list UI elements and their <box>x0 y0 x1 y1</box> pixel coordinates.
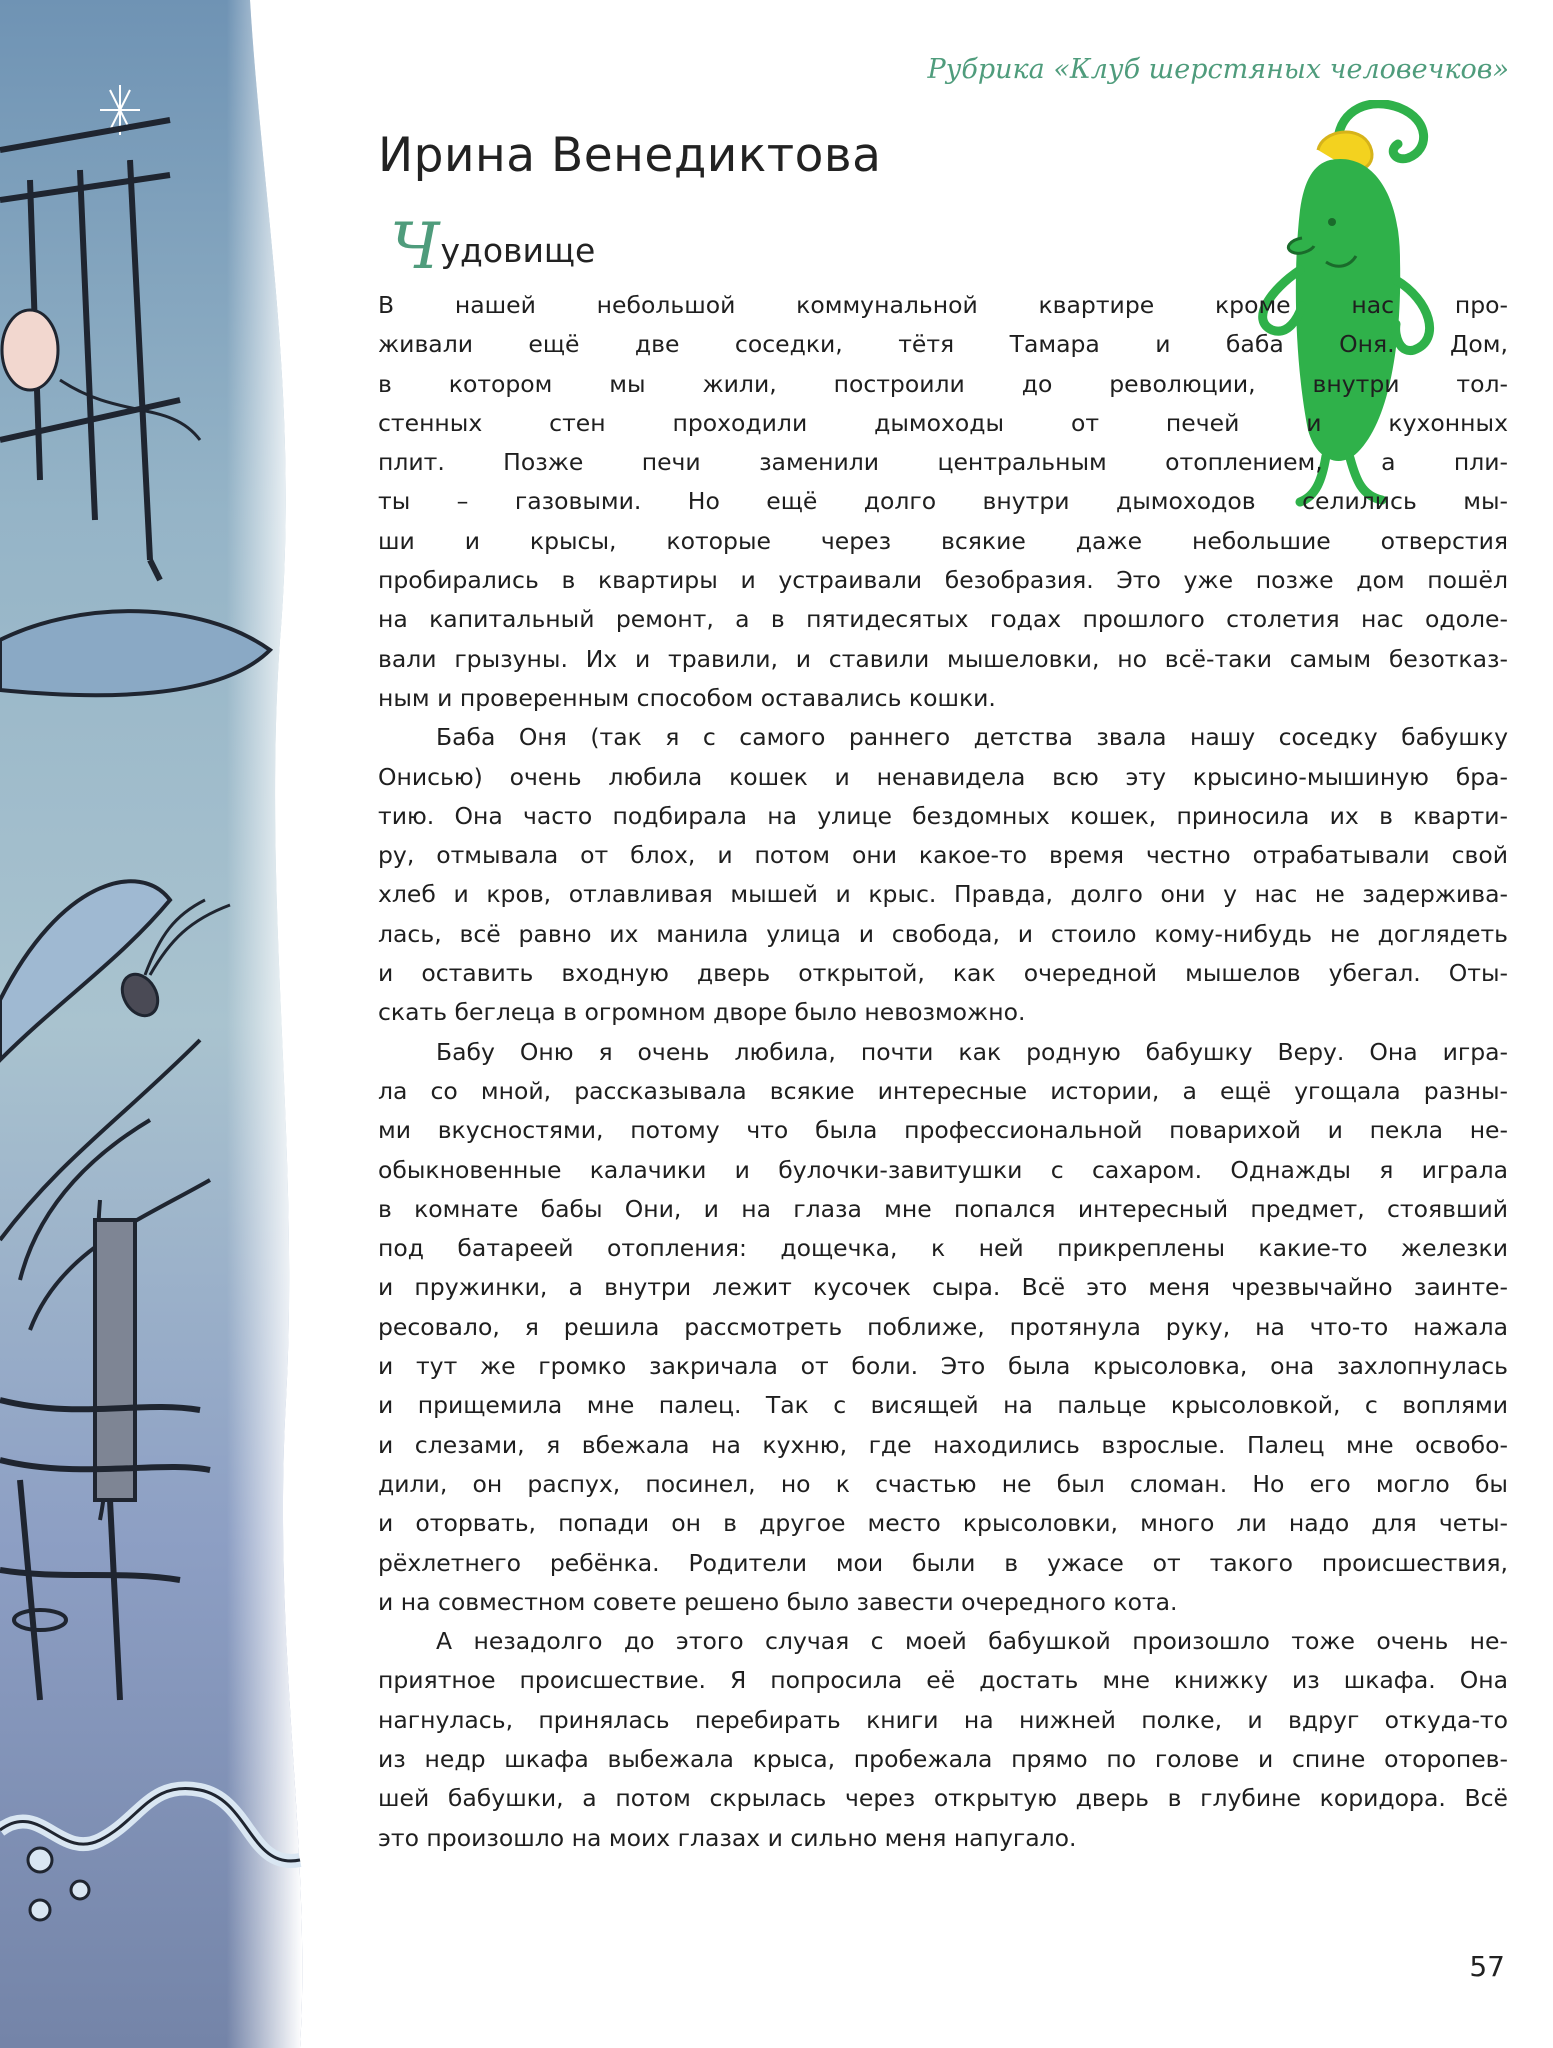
text-line: скать беглеца в огромном дворе было невозможно. <box>378 998 1026 1027</box>
title-rest: удовище <box>440 231 596 270</box>
text-line: на капитальный ремонт, а в пятидесятых годах прошлого столетия нас одоле- <box>378 605 1508 634</box>
story-body <box>378 286 1508 1858</box>
text-line: Баба Оня (так я с самого раннего детства звала нашу соседку бабушку <box>436 723 1508 752</box>
text-line: плит. Позже печи заменили центральным отоплением, а пли- <box>378 448 1508 477</box>
text-line: и слезами, я вбежала на кухню, где находились взрослые. Палец мне освобо- <box>378 1430 1508 1459</box>
text-line: из недр шкафа выбежала крыса, пробежала прямо по голове и спине оторопев- <box>378 1744 1508 1773</box>
text-line: ным и проверенным способом оставались кошки. <box>378 683 996 712</box>
text-line: и прищемила мне палец. Так с висящей на пальце крысоловкой, с воплями <box>378 1391 1508 1420</box>
text-line: и тут же громко закричала от боли. Это была крысоловка, она захлопнулась <box>378 1352 1508 1381</box>
text-line: шей бабушки, а потом скрылась через открытую дверь в глубине коридора. Всё <box>378 1784 1508 1813</box>
paragraph <box>378 1622 1508 1858</box>
paragraph <box>378 286 1508 718</box>
text-line: ру, отмывала от блох, и потом они какое-то время честно отрабатывали свой <box>378 841 1508 870</box>
title-dropcap: Ч <box>390 210 440 284</box>
text-line: в комнате бабы Они, и на глаза мне попался интересный предмет, стоявший <box>378 1194 1508 1223</box>
text-line: это произошло на моих глазах и сильно меня напугало. <box>378 1823 1077 1852</box>
text-line: под батареей отопления: дощечка, к ней прикреплены какие-то железки <box>378 1234 1508 1263</box>
text-line: тию. Она часто подбирала на улице бездомных кошек, приносила их в кварти- <box>378 801 1508 830</box>
side-illustration-icon <box>0 0 330 2048</box>
text-line: живали ещё две соседки, тётя Тамара и баба Оня. Дом, <box>378 330 1508 359</box>
text-line: в котором мы жили, построили до революции, внутри тол- <box>378 369 1508 398</box>
text-line: Бабу Оню я очень любила, почти как родную бабушку Веру. Она игра- <box>436 1037 1508 1066</box>
text-line: стенных стен проходили дымоходы от печей и кухонных <box>378 408 1508 437</box>
text-line: ми вкусностями, потому что была профессиональной поварихой и пекла не- <box>378 1116 1508 1145</box>
text-line: и оторвать, попади он в другое место крысоловки, много ли надо для четы- <box>378 1509 1508 1538</box>
page-number: 57 <box>1469 1950 1505 1983</box>
text-line: и пружинки, а внутри лежит кусочек сыра. Всё это меня чрезвычайно заинте- <box>378 1273 1508 1302</box>
text-line: ла со мной, рассказывала всякие интересные истории, а ещё угощала разны- <box>378 1076 1508 1105</box>
paragraph <box>378 718 1508 1032</box>
story-title <box>390 204 596 284</box>
text-line: приятное происшествие. Я попросила её достать мне книжку из шкафа. Она <box>378 1666 1508 1695</box>
text-line: ты – газовыми. Но ещё долго внутри дымоходов селились мы- <box>378 487 1508 516</box>
text-line: лась, всё равно их манила улица и свобода, и стоило кому-нибудь не доглядеть <box>378 919 1508 948</box>
text-line: ши и крысы, которые через всякие даже небольшие отверстия <box>378 526 1508 555</box>
text-line: вали грызуны. Их и травили, и ставили мышеловки, но всё-таки самым безотказ- <box>378 644 1508 673</box>
text-line: Онисью) очень любила кошек и ненавидела всю эту крысино-мышиную бра- <box>378 762 1508 791</box>
author-name: Ирина Венедиктова <box>378 128 882 183</box>
text-line: и на совместном совете решено было завести очередного кота. <box>378 1587 1178 1616</box>
text-line: рёхлетнего ребёнка. Родители мои были в ужасе от такого происшествия, <box>378 1548 1508 1577</box>
text-line: ресовало, я решила рассмотреть поближе, протянула руку, на что-то нажала <box>378 1312 1508 1341</box>
paragraph <box>378 1033 1508 1622</box>
text-line: обыкновенные калачики и булочки-завитушки с сахаром. Однажды я играла <box>378 1155 1508 1184</box>
text-line: дили, он распух, посинел, но к счастью не был сломан. Но его могло бы <box>378 1469 1508 1498</box>
text-line: нагнулась, принялась перебирать книги на нижней полке, и вдруг откуда-то <box>378 1705 1508 1734</box>
rubric-header: Рубрика «Клуб шерстяных человечков» <box>927 54 1509 85</box>
text-line: А незадолго до этого случая с моей бабушкой произошло тоже очень не- <box>436 1627 1508 1656</box>
text-line: и оставить входную дверь открытой, как очередной мышелов убегал. Оты- <box>378 959 1508 988</box>
text-line: В нашей небольшой коммунальной квартире кроме нас про- <box>378 291 1508 319</box>
text-line: хлеб и кров, отлавливая мышей и крыс. Правда, долго они у нас не задержива- <box>378 880 1508 909</box>
text-line: пробирались в квартиры и устраивали безобразия. Это уже позже дом пошёл <box>378 566 1508 595</box>
